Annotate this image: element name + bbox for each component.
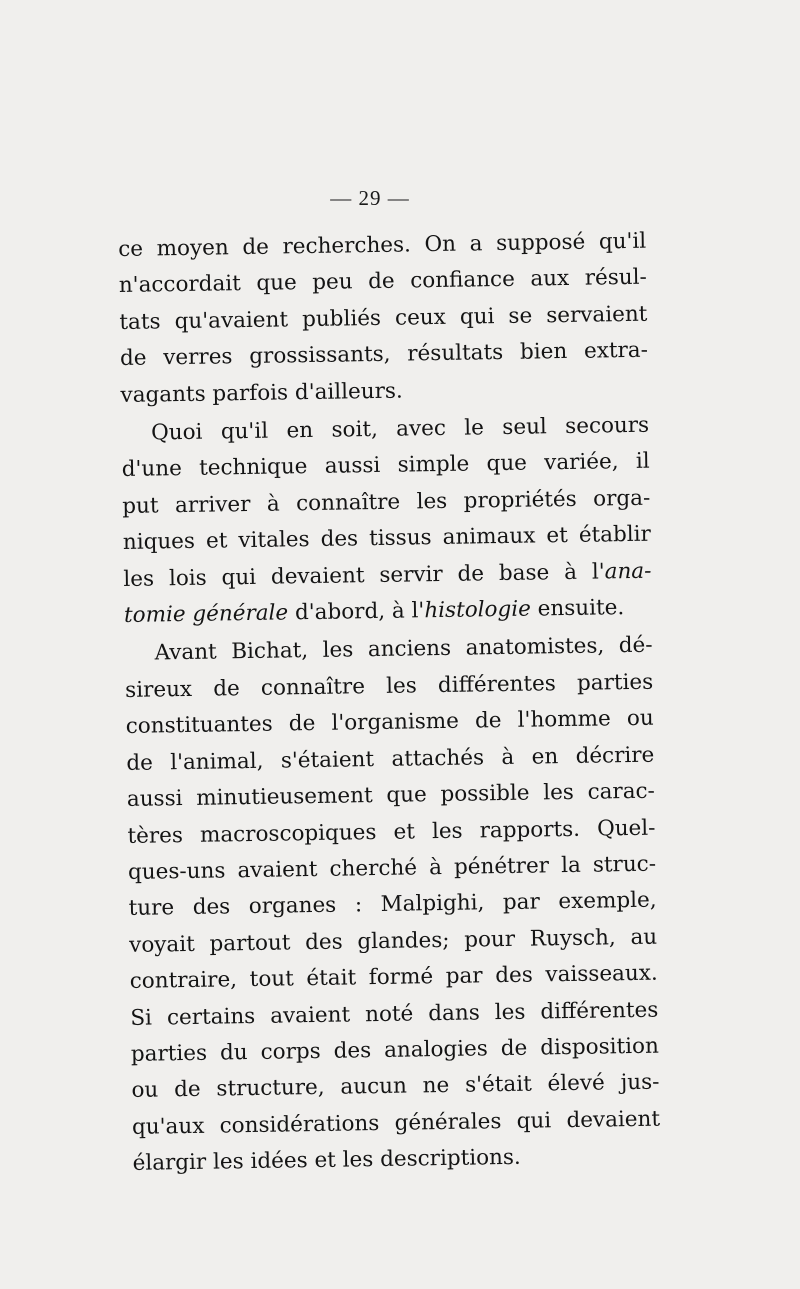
text-line	[124, 590, 653, 635]
text-line: tats qu'avaient publiés ceux qui se servaient	[119, 301, 648, 335]
paragraph-1	[118, 224, 649, 414]
text-line: de verres grossissants, résultats bien extra-	[119, 337, 649, 372]
text-line: vagants parfois d'ailleurs.	[120, 378, 403, 408]
text-segment: les lois qui devaient servir de base à l'	[123, 559, 605, 592]
text-line: n'accordait que peu de confiance aux résul-	[118, 265, 647, 299]
paragraph-3	[124, 628, 661, 1182]
text-segment: d'abord, à l'	[287, 598, 425, 626]
text-line: Quoi qu'il en soit, avec le seul secours	[150, 412, 650, 446]
text-line: Si certains avaient noté dans les différentes	[130, 997, 659, 1031]
text-line: voyait partout des glandes; pour Ruysch, au	[129, 924, 658, 958]
text-line: ou de structure, aucun ne s'était élevé jus-	[131, 1069, 660, 1104]
italic-term: histologie	[424, 596, 532, 624]
page-number: — 29 —	[330, 186, 410, 210]
text-line: de l'animal, s'étaient attachés à en décrire	[126, 742, 655, 776]
text-line: tères macroscopiques et les rapports. Quel-	[127, 815, 656, 849]
text-line: Avant Bichat, les anciens anatomistes, dé-	[154, 633, 653, 666]
body-text	[118, 224, 661, 1183]
text-line: aussi minutieusement que possible les carac-	[126, 778, 656, 813]
text-line: qu'aux considérations générales qui devaient	[131, 1106, 661, 1140]
text-line: sireux de connaître les différentes parties	[125, 669, 654, 703]
italic-term: tomie générale	[123, 600, 289, 629]
text-line: élargir les idées et les descriptions.	[132, 1144, 521, 1177]
italic-term: ana-	[604, 558, 652, 585]
text-line: niques et vitales des tissus animaux et établir	[122, 521, 652, 556]
text-segment: ensuite.	[530, 595, 625, 622]
text-line: contraire, tout était formé par des vaisseaux.	[129, 960, 658, 995]
text-line: ques-uns avaient cherché à pénétrer la struc-	[127, 851, 657, 885]
text-line: put arriver à connaître les propriétés orga-	[122, 485, 651, 519]
text-line: d'une technique aussi simple que variée, il	[121, 449, 650, 483]
text-line: constituantes de l'organisme de l'homme ou	[125, 705, 654, 740]
paragraph-2	[121, 408, 652, 635]
text-line: parties du corps des analogies de disposition	[130, 1033, 660, 1067]
text-line: ture des organes : Malpighi, par exemple,	[128, 887, 657, 922]
text-line: ce moyen de recherches. On a supposé qu'il	[118, 228, 647, 262]
